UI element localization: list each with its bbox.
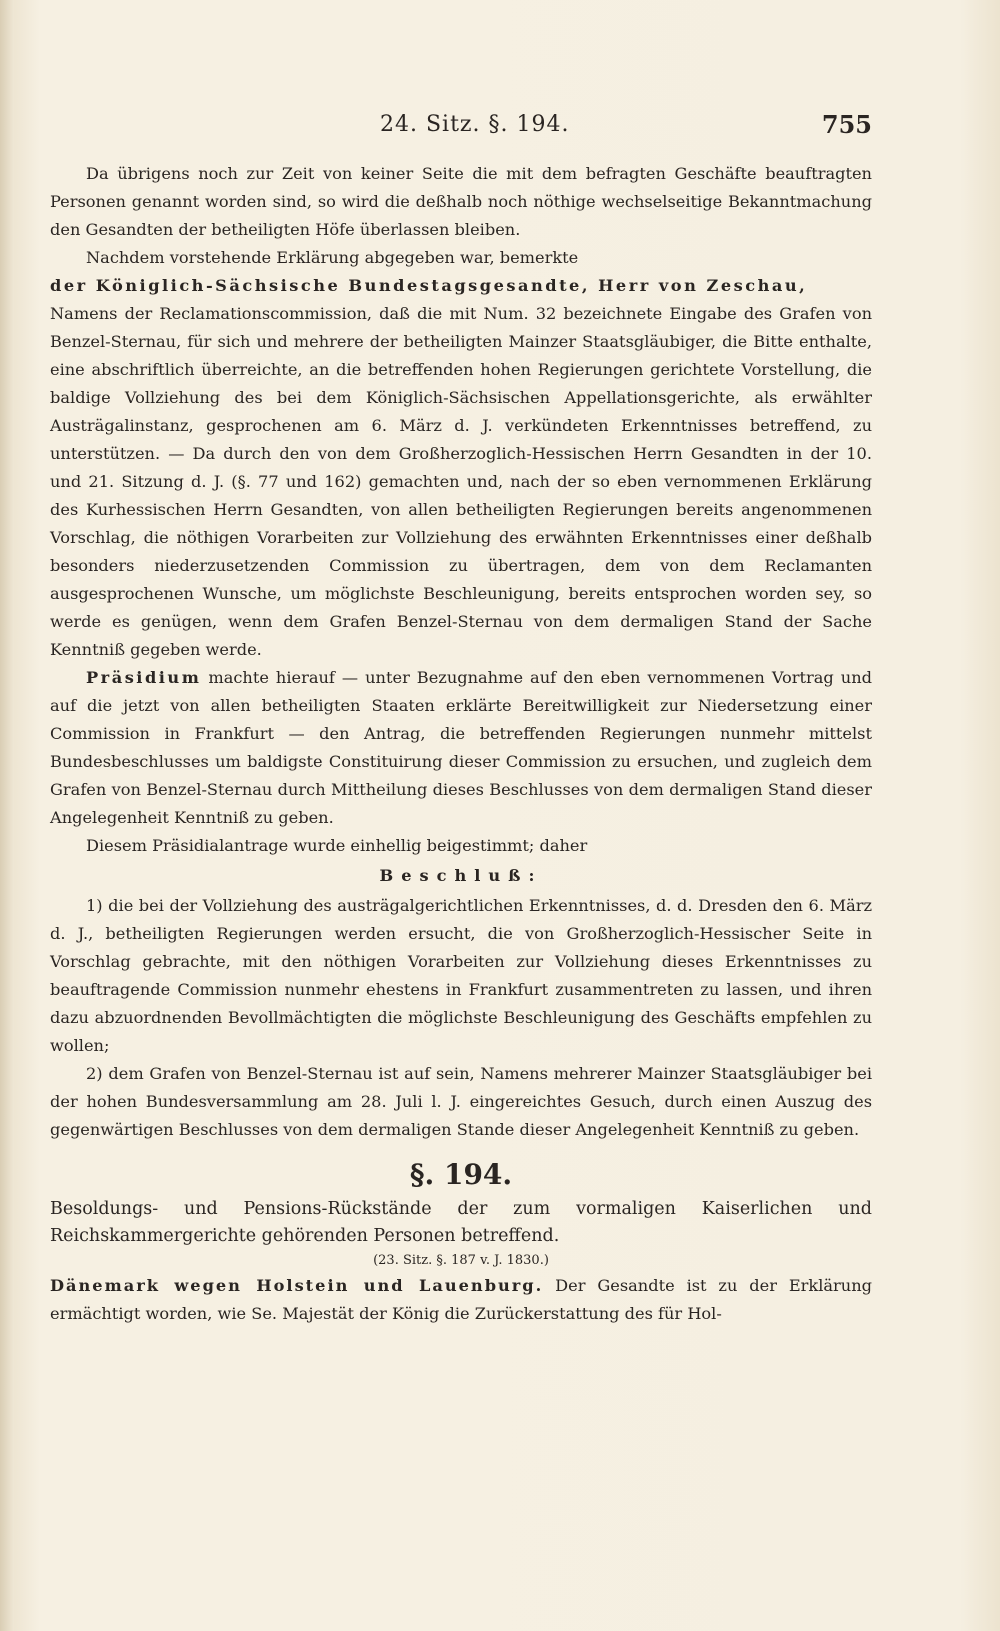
speaker-saxon-envoy: der Königlich-Sächsische Bundestagsgesandte, Herr von Zeschau,	[50, 276, 808, 295]
paragraph-intro: Da übrigens noch zur Zeit von keiner Seite die mit dem befragten Geschäfte beauftragten Personen genannt worden sind, so wird die deßhalb noch nöthige wechselseitige Bekanntmachung den Gesandten der betheiligten Höfe überlassen bleiben.	[50, 164, 872, 239]
page-gutter	[0, 0, 14, 1631]
paragraph-presidium	[50, 664, 872, 832]
section-topic: Besoldungs- und Pensions-Rückstände der zum vormaligen Kaiserlichen und Reichskammergerichte gehörenden Personen betreffend.	[50, 1199, 872, 1246]
speaker-denmark: Dänemark wegen Holstein und Lauenburg.	[50, 1276, 544, 1295]
resolution-item-1: 1) die bei der Vollziehung des austrägalgerichtlichen Erkenntnisses, d. d. Dresden den 6. März d. J., betheiligten Regierungen werden ersucht, die von Großherzoglich-Hessischer Seite in Vorschlag gebrachte, mit den nöthigen Vorarbeiten zur Vollziehung dieses Erkenntnisses zu beauftragende Commission nunmehr ehestens in Frankfurt zusammentreten zu lassen, und ihren dazu abzuordnenden Bevollmächtigten die möglichste Beschleunigung des Geschäfts empfehlen zu wollen;	[50, 896, 872, 1055]
body-text	[50, 160, 872, 1328]
paragraph-denmark	[50, 1272, 872, 1328]
denmark-text: Der Gesandte ist zu der Erklärung ermächtigt worden, wie Se. Majestät der König die Zurückerstattung des für Hol-	[50, 1276, 872, 1323]
page-number: 755	[821, 110, 872, 139]
running-head: 24. Sitz. §. 194.	[380, 112, 570, 137]
section-number: §. 194.	[409, 1158, 513, 1191]
beschluss-heading: Beschluß:	[379, 866, 543, 885]
presidium-text: machte hierauf — unter Bezugnahme auf den eben vernommenen Vortrag und auf die jetzt von allen betheiligten Staaten erklärte Bereitwilligkeit zur Niedersetzung einer Commission in Frankfurt — den Antrag, die betreffenden Regierungen nunmehr mittelst Bundesbeschlusses um baldigste Constituirung dieser Commission zu ersuchen, und zugleich dem Grafen von Benzel-Sternau durch Mittheilung dieses Beschlusses von dem dermaligen Stand dieser Angelegenheit Kenntniß zu geben.	[50, 668, 872, 827]
paragraph-commission-report: Namens der Reclamationscommission, daß die mit Num. 32 bezeichnete Eingabe des Grafen von Benzel-Sternau, für sich und mehrere der betheiligten Mainzer Staatsgläubiger, die Bitte enthalte, eine abschriftlich überreichte, an die betreffenden hohen Regierungen gerichtete Vorstellung, die baldige Vollziehung des bei dem Königlich-Sächsischen Appellationsgerichte, als erwählter Austrägalinstanz, gesprochenen am 6. März d. J. verkündeten Erkenntnisses betreffend, zu unterstützen. — Da durch den von dem Großherzoglich-Hessischen Herrn Gesandten in der 10. und 21. Sitzung d. J. (§. 77 und 162) gemachten und, nach der so eben vernommenen Erklärung des Kurhessischen Herrn Gesandten, von allen betheiligten Regierungen bereits angenommenen Vorschlag, die nöthigen Vorarbeiten zur Vollziehung des erwähnten Erkenntnisses einer deßhalb besonders niederzusetzenden Commission zu übertragen, dem von dem Reclamanten ausgesprochenen Wunsche, um möglichste Beschleunigung, bereits entsprochen worden sey, so werde es genügen, wenn dem Grafen Benzel-Sternau von dem dermaligen Stand der Sache Kenntniß gegeben werde.	[50, 304, 872, 659]
paragraph-consent: Diesem Präsidialantrage wurde einhellig beigestimmt; daher	[86, 836, 588, 855]
resolution-item-2: 2) dem Grafen von Benzel-Sternau ist auf sein, Namens mehrerer Mainzer Staatsgläubiger bei der hohen Bundesversammlung am 28. Juli l. J. eingereichtes Gesuch, durch einen Auszug des gegenwärtigen Beschlusses von dem dermaligen Stande dieser Angelegenheit Kenntniß zu geben.	[50, 1064, 872, 1139]
paragraph-nachdem: Nachdem vorstehende Erklärung abgegeben war, bemerkte	[86, 248, 579, 267]
speaker-presidium: Präsidium	[86, 668, 202, 687]
section-reference: (23. Sitz. §. 187 v. J. 1830.)	[373, 1253, 549, 1268]
page-header	[50, 112, 870, 152]
